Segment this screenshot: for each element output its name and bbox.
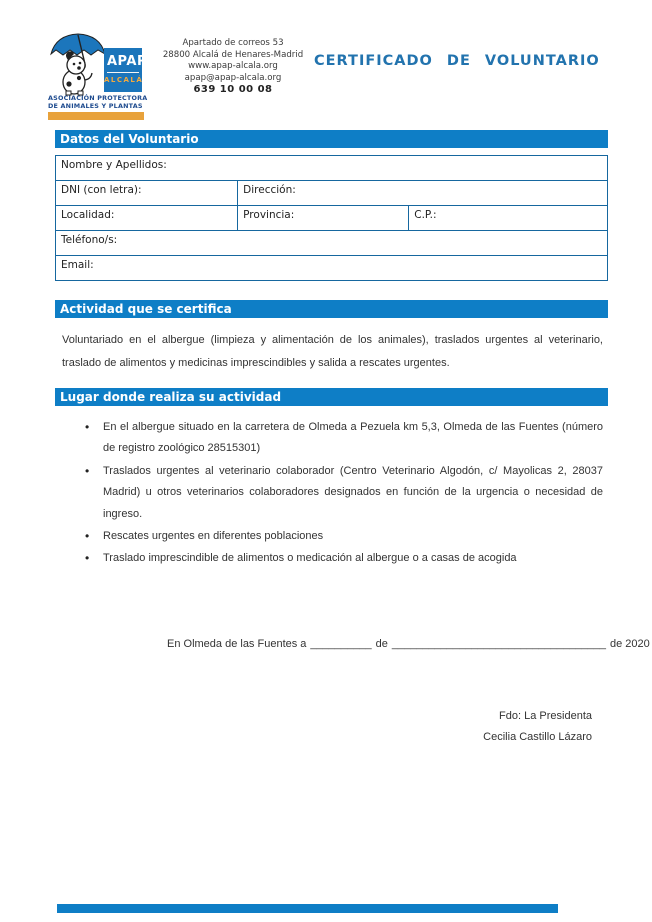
contact-website: www.apap-alcala.org [188,61,278,72]
footer-bar [57,904,558,913]
field-dni: DNI (con letra): [56,181,238,206]
alcala-logo-text: ALCALÁ [104,76,144,84]
actividad-description: Voluntariado en el albergue (limpieza y alimentación de los animales), traslados urgentes al veterinario, traslado de alimentos y medicinas imprescindibles y salida a rescates urgentes. [62,334,603,369]
volunteer-data-table [55,155,608,281]
contact-phone: 639 10 00 08 [193,84,273,96]
logo-orange-strip [48,112,144,120]
field-email: Email: [56,256,608,281]
date-mid: de [375,638,388,650]
field-cp: C.P.: [409,206,608,231]
apap-logo-text: APAP [107,55,139,73]
signature-block [342,706,592,748]
list-item: • Rescates urgentes en diferentes poblaciones [103,526,603,547]
contact-email: apap@apap-alcala.org [184,72,282,83]
date-month-blank: ___________________________________ [391,638,606,650]
table-row [56,156,608,181]
dog-with-umbrella-icon [48,30,108,96]
list-item: • Traslados urgentes al veterinario colaborador (Centro Veterinario Algodón, c/ Mayolicas 2, 28037 Madrid) u otros veterinarios colaboradores designados en función de la urgencia o necesidad de ingreso. [103,461,603,525]
contact-address-line2: 28800 Alcalá de Henares-Madrid [162,49,304,60]
signature-role: Fdo: La Presidenta [499,710,592,722]
list-item: • Traslado imprescindible de alimentos o medicación al albergue o a casas de acogida [103,548,603,569]
apap-logo [48,30,148,114]
section-header-lugar: Lugar donde realiza su actividad [55,388,608,406]
table-row [56,231,608,256]
table-row [56,206,608,231]
field-localidad: Localidad: [56,206,238,231]
date-day-blank: __________ [310,638,372,650]
page-title: CERTIFICADO DE VOLUNTARIO [314,53,600,69]
table-row [56,181,608,206]
signature-name: Cecilia Castillo Lázaro [483,731,592,743]
table-row [56,256,608,281]
lugar-bullet-list [103,417,603,571]
contact-block [142,38,324,96]
field-direccion: Dirección: [238,181,608,206]
org-caption [48,94,148,110]
date-line [167,638,650,650]
list-item: • En el albergue situado en la carretera de Olmeda a Pezuela km 5,3, Olmeda de las Fuentes (número de registro zoológico 28515301) [103,417,603,460]
date-suffix: de 2020 [609,638,650,650]
field-provincia: Provincia: [238,206,409,231]
section-header-actividad: Actividad que se certifica [55,300,608,318]
org-caption-line2: DE ANIMALES Y PLANTAS [48,101,143,110]
org-caption-line1: ASOCIACIÓN PROTECTORA [48,94,148,102]
section-header-datos: Datos del Voluntario [55,130,608,148]
date-prefix: En Olmeda de las Fuentes a [167,638,307,650]
field-nombre: Nombre y Apellidos: [56,156,608,181]
apap-logo-box [104,48,147,92]
contact-address-line1: Apartado de correos 53 [182,38,284,48]
field-telefono: Teléfono/s: [56,231,608,256]
